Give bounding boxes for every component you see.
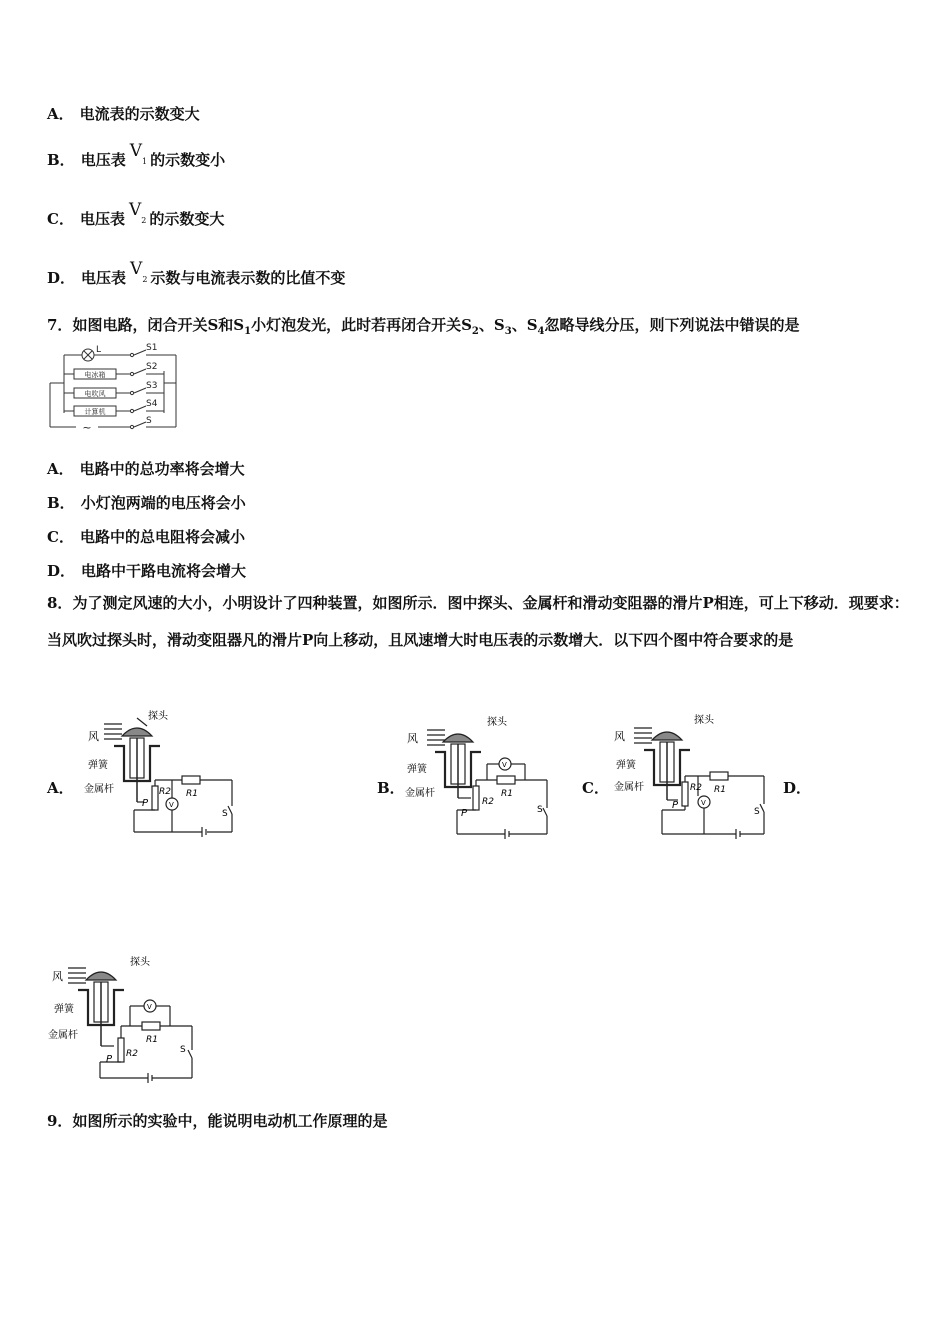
- device-fridge: 电冰箱: [84, 371, 106, 379]
- q8-option-c-label: C．: [582, 779, 609, 797]
- voltmeter-v2-symbol: $V_2$: [130, 259, 148, 285]
- rod-label: 金属杆: [614, 782, 644, 793]
- q8-figure-b: [405, 712, 565, 847]
- switch-s3-label: S3: [146, 381, 158, 391]
- rod-label: 金属杆: [48, 1030, 78, 1041]
- r2-label: R2: [482, 797, 494, 807]
- r2-label: R2: [126, 1049, 138, 1059]
- device-hairdryer: 电吹风: [84, 390, 106, 398]
- switch-s4-label: S4: [146, 399, 158, 409]
- voltmeter-v1-symbol: $V_1$: [129, 141, 148, 167]
- ac-source-symbol: ~: [82, 421, 92, 434]
- slider-label: P: [672, 800, 679, 811]
- wind-label: 风: [88, 730, 99, 743]
- switch-label: S: [537, 805, 543, 815]
- q6-option-b: B． 电压表 $V_1$ 的示数变小: [47, 141, 226, 169]
- r1-label: R1: [146, 1035, 158, 1045]
- q7-option-a: A． 电路中的总功率将会增大: [47, 460, 245, 478]
- q8-option-d-label: D．: [783, 779, 812, 797]
- q8-figure-c: [614, 710, 774, 845]
- slider-label: P: [142, 798, 149, 809]
- spring-label: 弹簧: [88, 760, 108, 771]
- voltmeter-label: V: [502, 761, 507, 769]
- switch-s-label: S: [146, 416, 152, 426]
- wind-label: 风: [407, 732, 418, 745]
- voltmeter-label: V: [701, 799, 706, 807]
- r1-label: R1: [501, 789, 513, 799]
- q8-option-b-label: B．: [377, 779, 405, 797]
- probe-label: 探头: [694, 715, 714, 726]
- q7-stem: 7．如图电路，闭合开关S和$S_1$小灯泡发光，此时若再闭合开关$S_2$、$S_3$、$S_4$忽略导线分压，则下列说法中错误的是: [47, 316, 800, 337]
- slider-label: P: [106, 1054, 113, 1065]
- probe-label: 探头: [130, 957, 150, 968]
- switch-label: S: [222, 809, 228, 819]
- probe-label: 探头: [148, 711, 168, 722]
- q8-figure-a: [82, 706, 242, 841]
- r1-label: R1: [186, 789, 198, 799]
- q8-stem: 8．为了测定风速的大小，小明设计了四种装置，如图所示．图中探头、金属杆和滑动变阻器的滑片P相连，可上下移动．现要求：当风吹过探头时，滑动变阻器凡的滑片P向上移动，且风速增大时电压表的示数增大．以下四个图中符合要求的是: [47, 594, 909, 649]
- voltmeter-label: V: [147, 1003, 152, 1011]
- r2-label: R2: [159, 787, 171, 797]
- lamp-label: L: [96, 345, 102, 355]
- q8-option-a-label: A．: [47, 779, 74, 797]
- switch-label: S: [754, 807, 760, 817]
- switch-label: S: [180, 1045, 186, 1055]
- q7-option-c: C． 电路中的总电阻将会减小: [47, 528, 245, 546]
- q9-stem: 9．如图所示的实验中，能说明电动机工作原理的是: [47, 1112, 388, 1130]
- wind-label: 风: [614, 730, 625, 743]
- switch-s1-label: S1: [146, 343, 158, 353]
- q8-figure-d: [48, 950, 208, 1085]
- device-computer: 计算机: [84, 408, 106, 416]
- r1-label: R1: [714, 785, 726, 795]
- r2-label: R2: [690, 783, 702, 793]
- switch-s2-label: S2: [146, 362, 158, 372]
- voltmeter-label: V: [169, 801, 174, 809]
- voltmeter-v2-symbol: $V_2$: [128, 200, 147, 226]
- rod-label: 金属杆: [405, 788, 435, 799]
- slider-label: P: [461, 808, 468, 819]
- q7-circuit-figure: [46, 343, 186, 435]
- q7-option-b: B． 小灯泡两端的电压将会小: [47, 494, 246, 512]
- probe-label: 探头: [487, 717, 507, 728]
- rod-label: 金属杆: [84, 784, 114, 795]
- q6-option-d: D． 电压表 $V_2$ 示数与电流表示数的比值不变: [47, 259, 346, 287]
- wind-label: 风: [52, 970, 63, 983]
- q6-option-c: C． 电压表 $V_2$ 的示数变大: [47, 200, 225, 228]
- spring-label: 弹簧: [407, 764, 427, 775]
- q7-option-d: D． 电路中干路电流将会增大: [47, 562, 247, 580]
- spring-label: 弹簧: [54, 1004, 74, 1015]
- q6-option-a: A． 电流表的示数变大: [47, 105, 200, 123]
- spring-label: 弹簧: [616, 760, 636, 771]
